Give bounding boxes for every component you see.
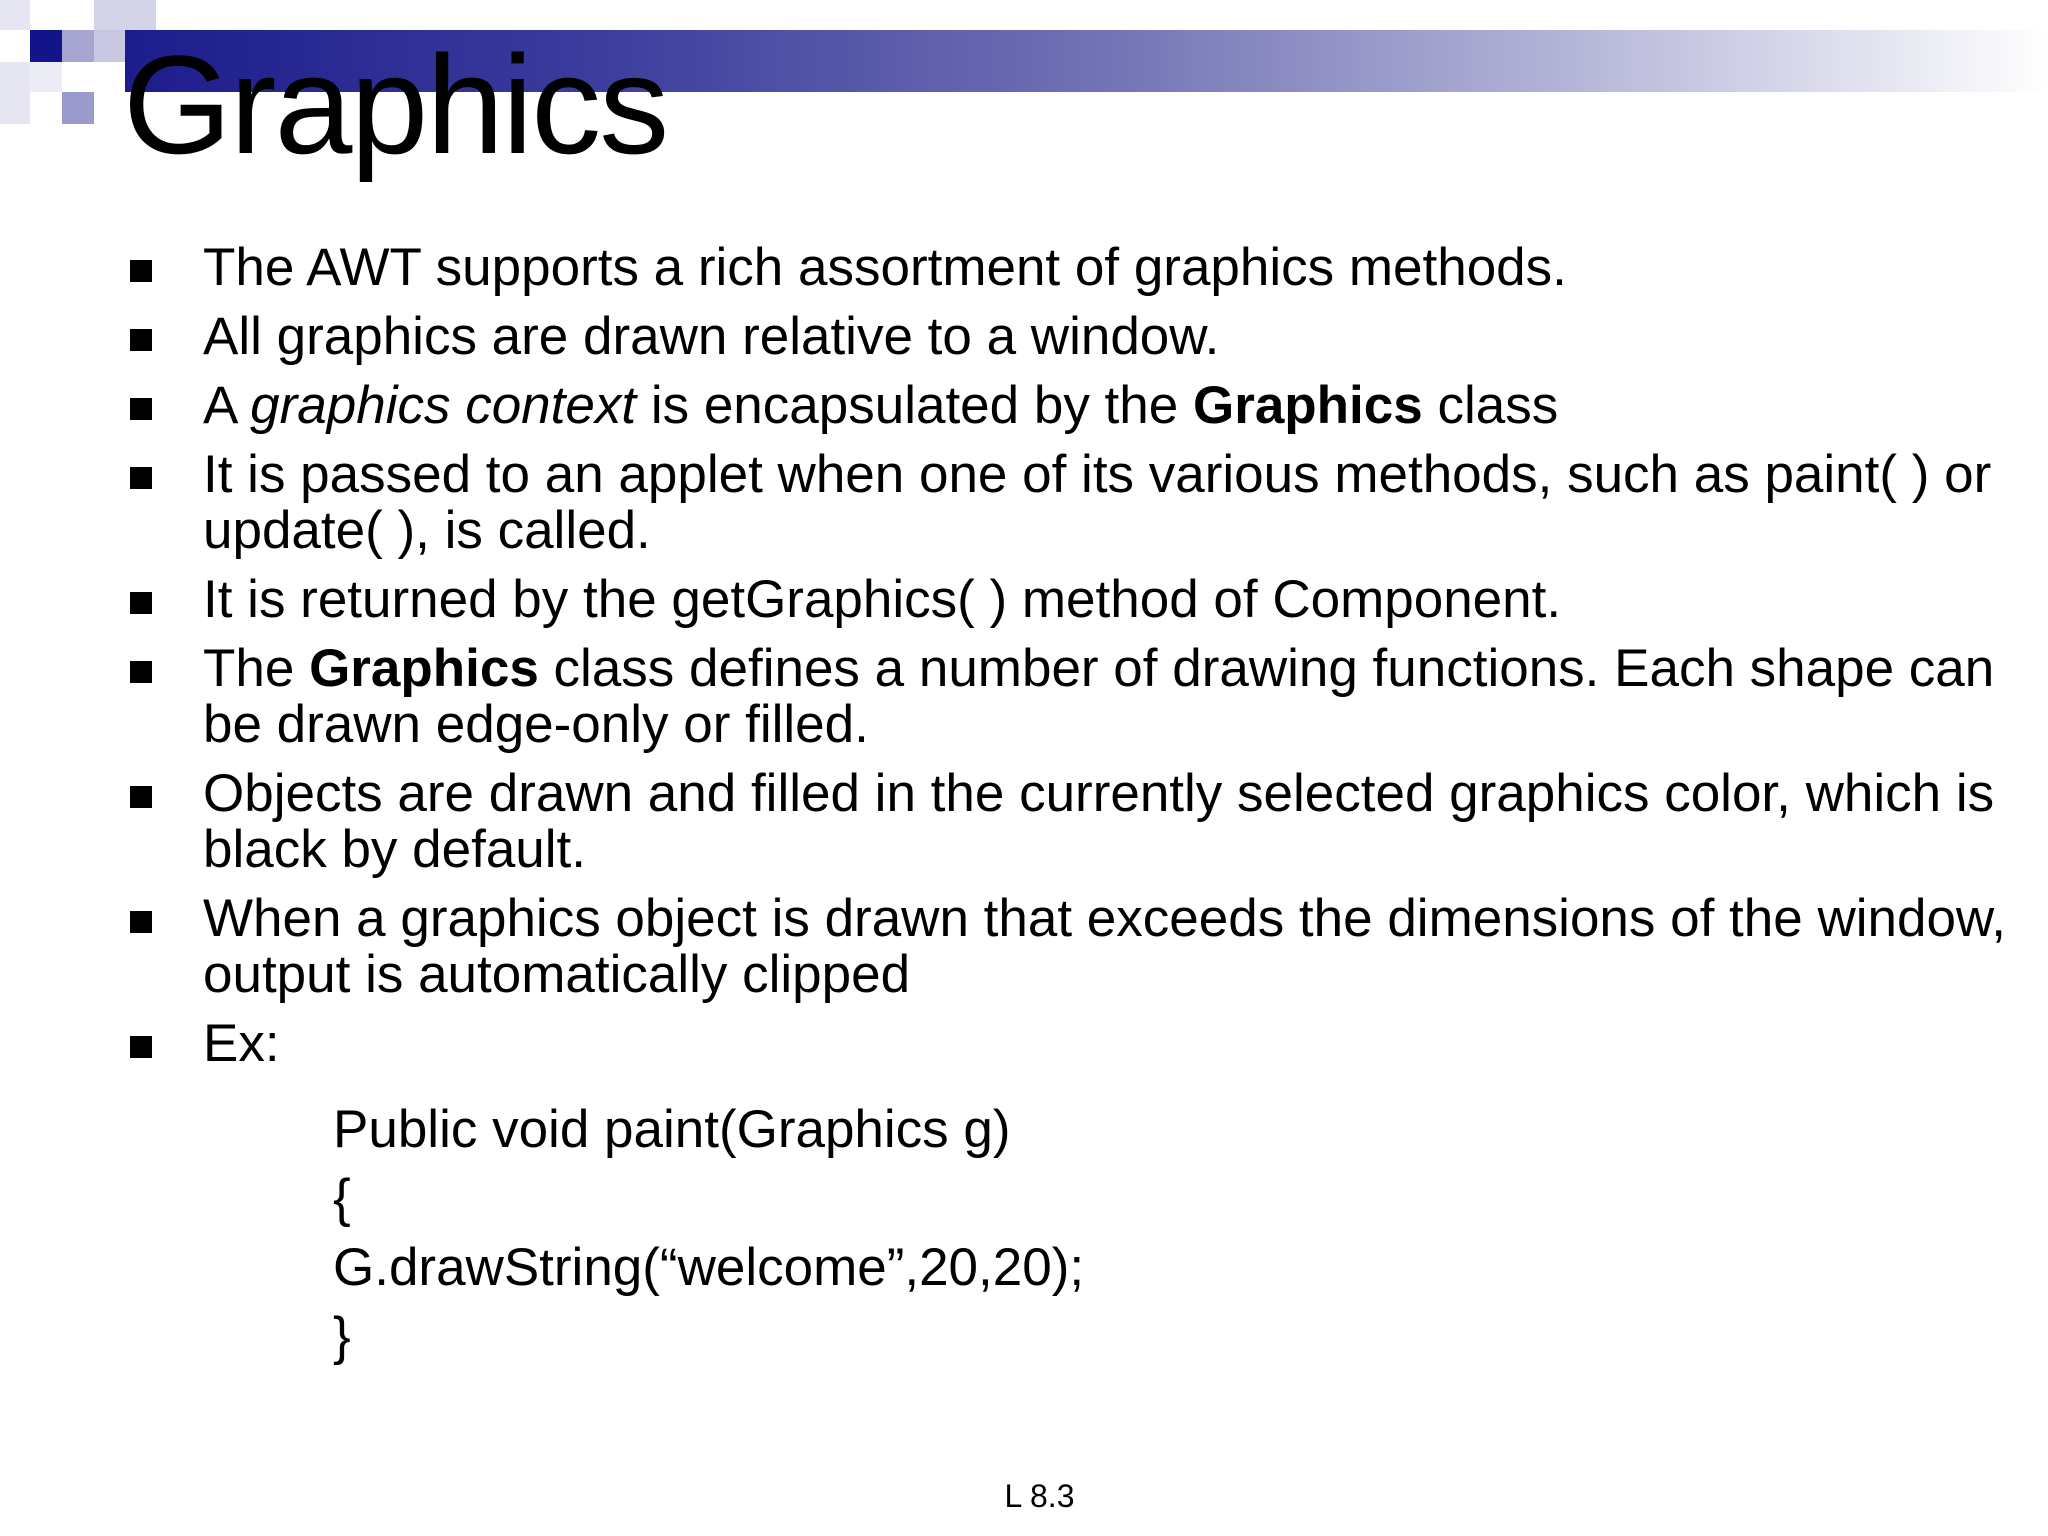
bullet-text: All graphics are drawn relative to a window. <box>203 307 1220 366</box>
bullet-text <box>203 639 1994 754</box>
text-run: is encapsulated by the <box>636 376 1193 435</box>
decor-square <box>62 30 94 62</box>
bullet-text <box>203 376 1558 435</box>
slide-number: L 8.3 <box>1004 1478 1075 1514</box>
bullet-text: It is returned by the getGraphics( ) method of Component. <box>203 570 1562 629</box>
bullet-square-icon <box>130 661 152 683</box>
text-run: A <box>203 376 251 435</box>
bullet-square-icon <box>130 1036 152 1058</box>
bullet-item <box>126 309 2006 365</box>
decor-square <box>30 62 62 92</box>
bold-term: Graphics <box>1192 376 1423 435</box>
bullet-text: Ex: <box>203 1014 280 1073</box>
bullet-list <box>126 240 2006 1085</box>
bullet-square-icon <box>130 592 152 614</box>
bullet-item <box>126 891 2006 1003</box>
text-run: class defines a number of drawing functions. Each shape can be drawn edge-only or filled. <box>203 639 1995 754</box>
decor-square <box>94 30 125 62</box>
bullet-square-icon <box>130 398 152 420</box>
bullet-item <box>126 572 2006 628</box>
bullet-square-icon <box>130 329 152 351</box>
decor-square <box>0 0 30 30</box>
slide-title: Graphics <box>123 26 668 183</box>
code-line: Public void paint(Graphics g) <box>333 1100 1011 1159</box>
bullet-item <box>126 378 2006 434</box>
bullet-square-icon <box>130 467 152 489</box>
decor-square <box>0 62 30 124</box>
bullet-square-icon <box>130 786 152 808</box>
italic-term: graphics context <box>250 376 637 435</box>
code-example <box>333 1095 1084 1371</box>
bold-term: Graphics <box>309 639 539 698</box>
bullet-item <box>126 766 2006 878</box>
text-run: class <box>1422 376 1559 435</box>
bullet-text: When a graphics object is drawn that exceeds the dimensions of the window, output is automatically clipped <box>203 889 2007 1004</box>
bullet-item <box>126 1016 2006 1072</box>
bullet-text: The AWT supports a rich assortment of graphics methods. <box>203 238 1567 297</box>
code-line: G.drawString(“welcome”,20,20); <box>333 1238 1085 1297</box>
bullet-text: It is passed to an applet when one of its various methods, such as paint( ) or update( ), is called. <box>203 445 1992 560</box>
decor-square <box>62 92 94 124</box>
code-line: { <box>333 1169 351 1228</box>
bullet-item <box>126 447 2006 559</box>
bullet-square-icon <box>130 260 152 282</box>
decor-square <box>30 30 62 62</box>
text-run: The <box>203 639 310 698</box>
code-line: } <box>333 1307 351 1366</box>
bullet-square-icon <box>130 911 152 933</box>
bullet-text: Objects are drawn and filled in the currently selected graphics color, which is black by default. <box>203 764 1995 879</box>
bullet-item <box>126 240 2006 296</box>
bullet-item <box>126 641 2006 753</box>
